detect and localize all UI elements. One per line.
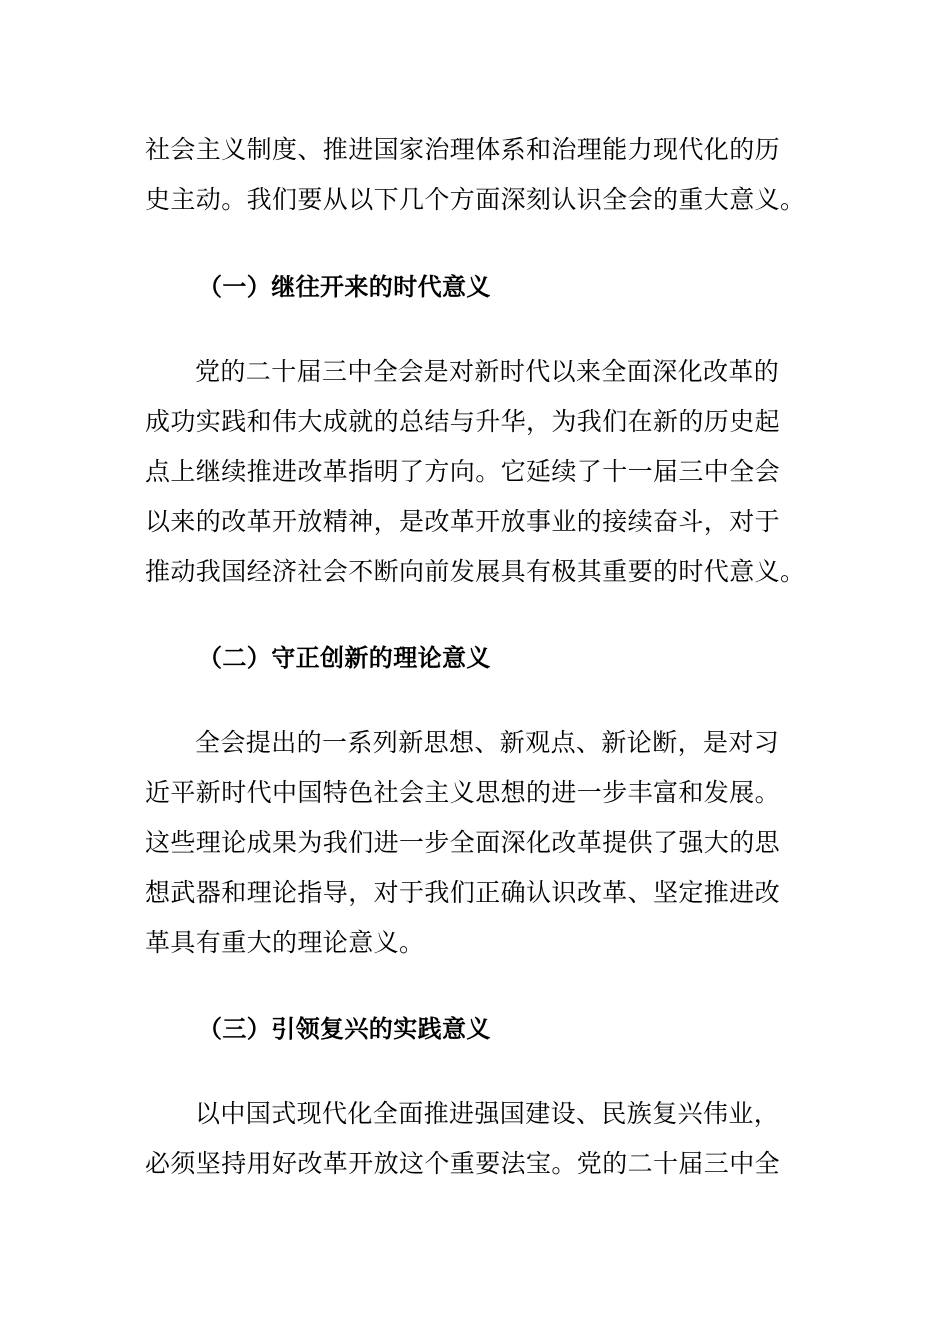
section-2-heading: （二）守正创新的理论意义 bbox=[198, 644, 491, 672]
section-1-line-2: 成功实践和伟大成就的总结与升华，为我们在新的历史起 bbox=[145, 407, 781, 436]
section-1-line-1: 党的二十届三中全会是对新时代以来全面深化改革的 bbox=[195, 357, 780, 386]
section-2-line-1: 全会提出的一系列新思想、新观点、新论断，是对习 bbox=[195, 728, 780, 757]
section-1-heading: （一）继往开来的时代意义 bbox=[198, 273, 491, 301]
section-2-line-3: 这些理论成果为我们进一步全面深化改革提供了强大的思 bbox=[145, 828, 781, 857]
section-2-line-5: 革具有重大的理论意义。 bbox=[145, 928, 425, 957]
section-3-heading: （三）引领复兴的实践意义 bbox=[198, 1015, 491, 1043]
intro-line-2: 史主动。我们要从以下几个方面深刻认识全会的重大意义。 bbox=[145, 185, 806, 214]
intro-line-1: 社会主义制度、推进国家治理体系和治理能力现代化的历 bbox=[145, 135, 781, 164]
section-3-line-2: 必须坚持用好改革开放这个重要法宝。党的二十届三中全 bbox=[145, 1149, 781, 1178]
section-2-line-4: 想武器和理论指导，对于我们正确认识改革、坚定推进改 bbox=[145, 878, 781, 907]
section-1-line-3: 点上继续推进改革指明了方向。它延续了十一届三中全会 bbox=[145, 457, 781, 486]
section-2-line-2: 近平新时代中国特色社会主义思想的进一步丰富和发展。 bbox=[145, 778, 781, 807]
section-1-line-4: 以来的改革开放精神，是改革开放事业的接续奋斗，对于 bbox=[145, 507, 781, 536]
section-1-line-5: 推动我国经济社会不断向前发展具有极其重要的时代意义。 bbox=[145, 557, 806, 586]
section-3-line-1: 以中国式现代化全面推进强国建设、民族复兴伟业， bbox=[195, 1099, 780, 1128]
